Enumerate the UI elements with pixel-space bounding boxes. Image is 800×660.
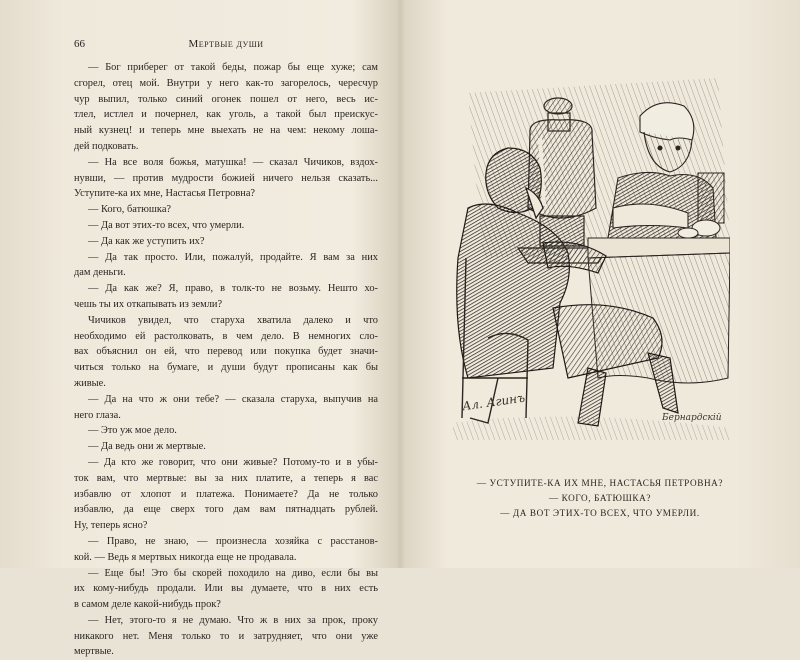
text-line: ный кузнец! и теперь мне выехать не на чем: некому лоша- xyxy=(74,125,378,137)
text-line: избавлю от хлопот и платежа. Понимаете? Да не только xyxy=(74,488,378,500)
text-line: — Нет, этого-то я не думаю. Что ж в них за прок, проку xyxy=(88,614,378,626)
text-line: — Да ведь они ж мертвые. xyxy=(88,441,206,453)
text-line: тлел, истлел и почернел, как уголь, а такой был преискус- xyxy=(74,109,378,121)
text-line: Ну, теперь ясно? xyxy=(74,520,148,532)
text-line: Чичиков увидел, что старуха хватила далеко и что xyxy=(88,314,378,326)
engraver-signature-right: Бернардскій xyxy=(662,413,722,423)
text-line: — Бог приберег от такой беды, пожар бы еще хуже; сам xyxy=(88,62,378,73)
text-line: чешь ты их откапывать из земли? xyxy=(74,298,223,310)
caption-line: — ДА ВОТ ЭТИХ-ТО ВСЕХ, ЧТО УМЕРЛИ. xyxy=(500,508,700,518)
caption-line: — УСТУПИТЕ-КА ИХ МНЕ, НАСТАСЬЯ ПЕТРОВНА? xyxy=(476,478,724,488)
text-line: — Еще бы! Это бы скорей походило на диво, если бы вы xyxy=(88,567,378,579)
text-line: чур выпил, только синий огонек пошел от него, весь ис- xyxy=(74,93,378,105)
text-line: — Да так просто. Или, пожалуй, продайте. Я вам за них xyxy=(88,251,378,263)
text-line: — Да как же? Я, право, в толк-то не возьму. Нешто хо- xyxy=(88,283,378,295)
text-line: — Да как же уступить их? xyxy=(88,235,205,247)
text-line: читься только на бумаге, и души будут прописаны как бы xyxy=(74,362,378,374)
text-line: — Это уж мое дело. xyxy=(88,425,177,437)
text-line: — Да вот этих-то всех, что умерли. xyxy=(88,219,245,231)
text-line: их кому-нибудь продали. Или вы думаете, что в них есть xyxy=(74,583,378,595)
text-line: избавлю, да еще сверх того дам вам пятнадцать рублей. xyxy=(74,504,378,516)
text-line: никакого нет. Меня только то и затрудняет, что они уже xyxy=(74,630,378,642)
text-line: Уступите-ка их мне, Настасья Петровна? xyxy=(74,188,256,200)
text-line: — На все воля божья, матушка! — сказал Чичиков, вздох- xyxy=(88,156,378,168)
running-head xyxy=(74,38,378,52)
text-line: вах объяснил он ей, что перевод или покупка будет значи- xyxy=(74,346,378,358)
text-line: кой. — Ведь я мертвых никогда еще не продавала. xyxy=(74,551,297,563)
text-line: сгорел, отец мой. Внутри у него как-то загорелось, чересчур xyxy=(74,77,378,89)
page-number: 66 xyxy=(74,38,85,50)
text-line: — Право, не знаю, — произнесла хозяйка с расстанов- xyxy=(88,535,378,547)
text-line: необходимо ей растолковать, в чем дело. В немногих сло- xyxy=(74,330,378,342)
illustration xyxy=(448,78,730,440)
text-line: нувши, — против мудрости божией ничего нельзя сказать... xyxy=(74,172,378,184)
body-text xyxy=(74,60,378,660)
text-line: — Да кто же говорит, что они живые? Потому-то и в убы- xyxy=(88,456,378,468)
running-title: Мертвые души xyxy=(188,38,264,50)
artist-signature-left: Ал. Агинъ xyxy=(461,390,526,414)
text-line: дей подковать. xyxy=(74,140,139,152)
text-line: дам деньги. xyxy=(74,267,126,279)
text-line: ток вам, что мертвые: вы за них платите, а теперь я вас xyxy=(74,472,378,484)
caption-line: — КОГО, БАТЮШКА? xyxy=(548,493,652,503)
illustration-caption xyxy=(450,476,750,521)
left-page xyxy=(0,0,400,658)
text-line: мертвые. xyxy=(74,646,114,658)
text-line: живые. xyxy=(74,377,106,389)
text-line: — Кого, батюшка? xyxy=(88,204,172,216)
text-line: него глаза. xyxy=(74,409,121,421)
text-line: в самом деле какой-нибудь прок? xyxy=(74,599,221,611)
text-line: — Да на что ж они тебе? — сказала старуха, выпучив на xyxy=(88,393,378,405)
